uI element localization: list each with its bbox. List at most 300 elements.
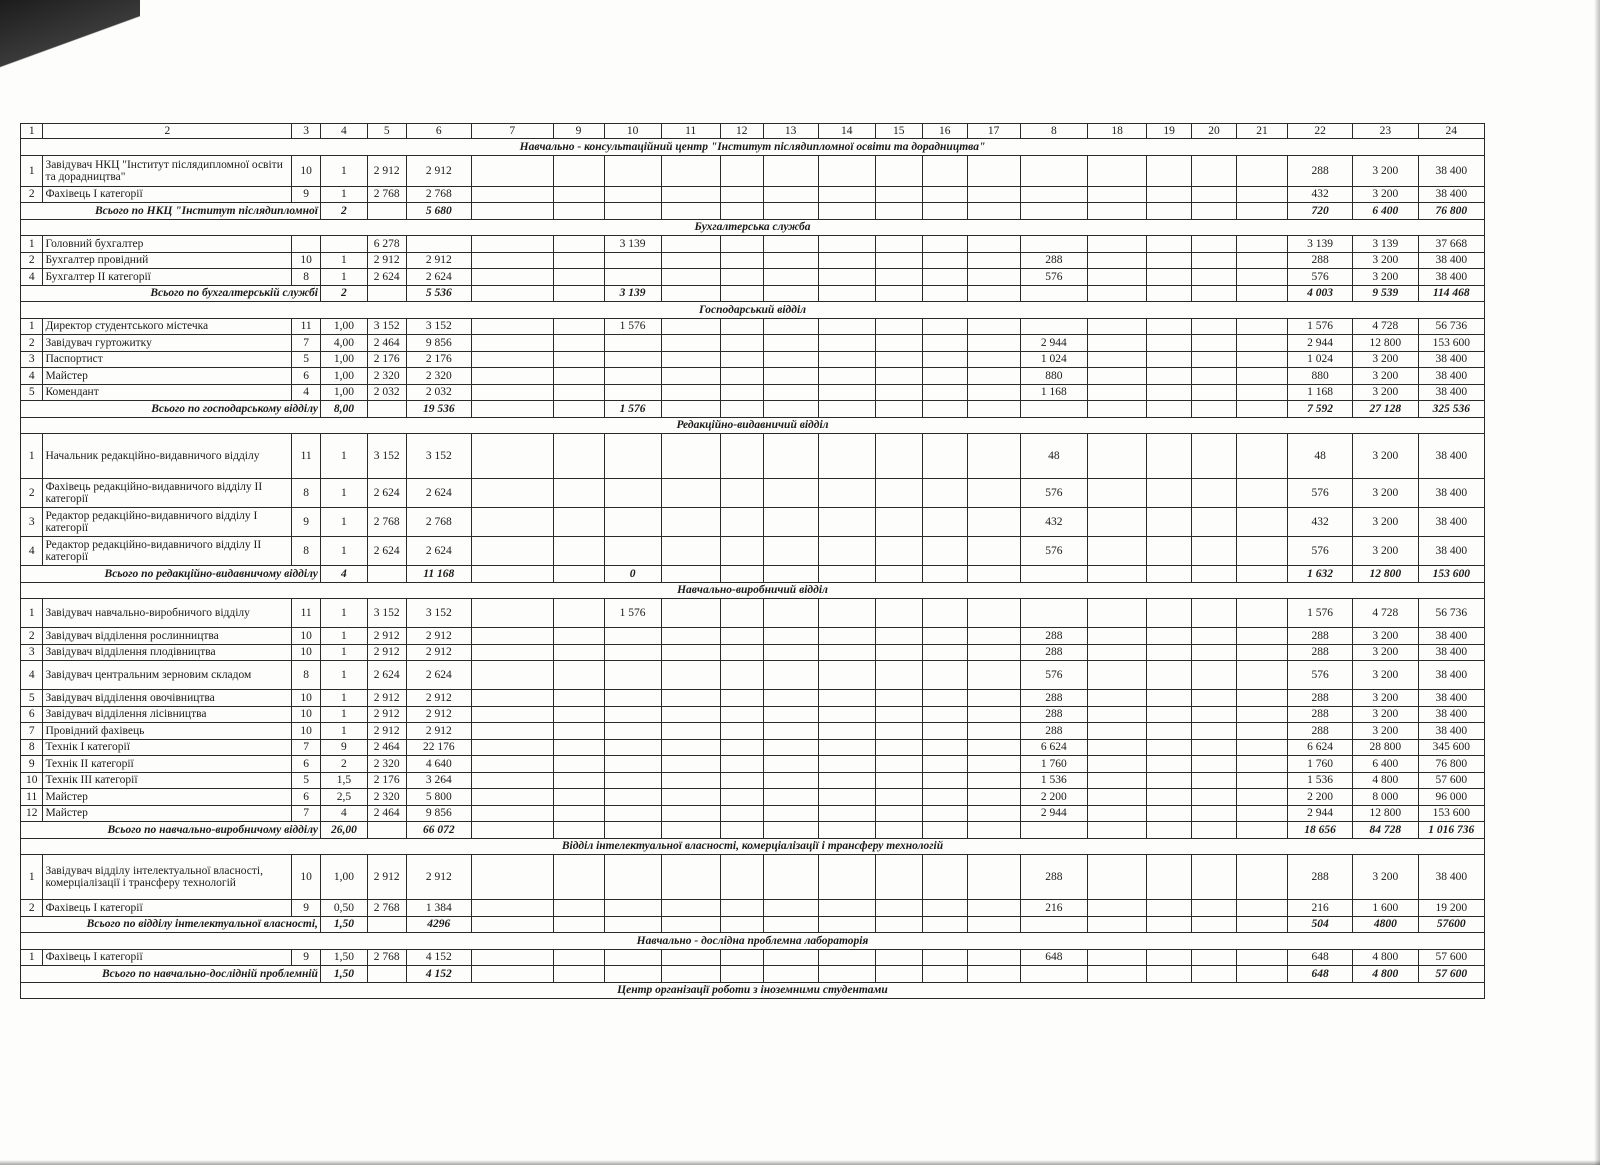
- total-value: 4800: [1353, 916, 1418, 933]
- value-cell: 2 624: [406, 661, 471, 690]
- column-number: 19: [1147, 124, 1192, 139]
- column-number: 8: [1020, 124, 1087, 139]
- value-cell: 2 200: [1287, 789, 1352, 806]
- value-cell: [1236, 706, 1287, 723]
- value-cell: [292, 236, 321, 253]
- value-cell: [553, 351, 604, 368]
- value-cell: [661, 269, 720, 286]
- value-cell: [818, 384, 875, 401]
- value-cell: 2 464: [367, 805, 406, 822]
- total-value: [922, 203, 967, 220]
- value-cell: [763, 723, 818, 740]
- total-value: [922, 566, 967, 583]
- position-name: Комендант: [43, 384, 292, 401]
- value-cell: [1236, 368, 1287, 385]
- value-cell: [1147, 661, 1192, 690]
- table-row: [21, 644, 1485, 661]
- value-cell: [875, 772, 922, 789]
- value-cell: [1020, 186, 1087, 203]
- value-cell: [553, 599, 604, 628]
- section-total-label: Всього по відділу інтелектуальної власності,: [21, 916, 321, 933]
- total-value: [875, 566, 922, 583]
- value-cell: 56 736: [1418, 599, 1485, 628]
- scan-right-edge: [1594, 0, 1600, 1165]
- value-cell: 8 000: [1353, 789, 1418, 806]
- value-cell: 1 600: [1353, 900, 1418, 917]
- section-total-label: Всього по навчально-дослідній проблемній: [21, 966, 321, 983]
- value-cell: [471, 855, 553, 900]
- value-cell: [1236, 479, 1287, 508]
- section-total-row: [21, 916, 1485, 933]
- total-value: [763, 566, 818, 583]
- position-name: Майстер: [43, 789, 292, 806]
- value-cell: 6 624: [1020, 739, 1087, 756]
- position-name: Технік І категорії: [43, 739, 292, 756]
- value-cell: 2 464: [367, 739, 406, 756]
- total-value: 57 600: [1418, 966, 1485, 983]
- value-cell: [471, 252, 553, 269]
- value-cell: [604, 661, 661, 690]
- value-cell: [1088, 661, 1147, 690]
- value-cell: [922, 434, 967, 479]
- value-cell: 7: [292, 335, 321, 352]
- value-cell: 3 200: [1353, 252, 1418, 269]
- value-cell: 4 728: [1353, 318, 1418, 335]
- position-name: Паспортист: [43, 351, 292, 368]
- column-number: 9: [553, 124, 604, 139]
- row-number: 2: [21, 479, 43, 508]
- table-row: [21, 155, 1485, 186]
- total-value: [553, 916, 604, 933]
- value-cell: 1 168: [1287, 384, 1352, 401]
- value-cell: [922, 269, 967, 286]
- value-cell: 38 400: [1418, 351, 1485, 368]
- value-cell: 3 200: [1353, 508, 1418, 537]
- value-cell: [553, 723, 604, 740]
- value-cell: 1,5: [320, 772, 367, 789]
- value-cell: [967, 644, 1020, 661]
- value-cell: 2 320: [367, 789, 406, 806]
- value-cell: 28 800: [1353, 739, 1418, 756]
- column-number: 3: [292, 124, 321, 139]
- value-cell: [922, 661, 967, 690]
- value-cell: [763, 661, 818, 690]
- value-cell: [604, 772, 661, 789]
- table-row: [21, 252, 1485, 269]
- value-cell: 2 912: [367, 690, 406, 707]
- value-cell: [818, 644, 875, 661]
- value-cell: [763, 706, 818, 723]
- value-cell: [967, 599, 1020, 628]
- value-cell: 4,00: [320, 335, 367, 352]
- total-value: 0: [604, 566, 661, 583]
- total-value: 325 536: [1418, 401, 1485, 418]
- value-cell: 2 768: [406, 186, 471, 203]
- total-value: [1192, 822, 1237, 839]
- value-cell: 4 800: [1353, 949, 1418, 966]
- total-value: 4296: [406, 916, 471, 933]
- value-cell: [1147, 479, 1192, 508]
- value-cell: 2 624: [367, 479, 406, 508]
- value-cell: [922, 690, 967, 707]
- value-cell: 1,00: [320, 384, 367, 401]
- value-cell: [604, 384, 661, 401]
- value-cell: 3 200: [1353, 706, 1418, 723]
- total-value: [720, 566, 763, 583]
- section-title-row: [21, 219, 1485, 236]
- value-cell: [967, 368, 1020, 385]
- value-cell: 56 736: [1418, 318, 1485, 335]
- value-cell: [922, 706, 967, 723]
- value-cell: 576: [1287, 661, 1352, 690]
- value-cell: [553, 661, 604, 690]
- total-value: [1020, 203, 1087, 220]
- value-cell: [661, 756, 720, 773]
- total-value: [553, 401, 604, 418]
- value-cell: [922, 384, 967, 401]
- total-value: [967, 203, 1020, 220]
- value-cell: [661, 772, 720, 789]
- value-cell: [1147, 644, 1192, 661]
- value-cell: [661, 236, 720, 253]
- position-name: Завідувач відділення овочівництва: [43, 690, 292, 707]
- value-cell: 1: [320, 537, 367, 566]
- value-cell: [967, 949, 1020, 966]
- value-cell: 2 912: [367, 855, 406, 900]
- value-cell: [922, 789, 967, 806]
- value-cell: 2 944: [1287, 335, 1352, 352]
- value-cell: [1147, 855, 1192, 900]
- value-cell: [763, 690, 818, 707]
- value-cell: [818, 269, 875, 286]
- value-cell: 2 912: [367, 706, 406, 723]
- value-cell: [1192, 318, 1237, 335]
- value-cell: [720, 384, 763, 401]
- value-cell: 6 624: [1287, 739, 1352, 756]
- value-cell: 3 200: [1353, 479, 1418, 508]
- position-name: Технік ІІІ категорії: [43, 772, 292, 789]
- value-cell: [922, 335, 967, 352]
- value-cell: [763, 772, 818, 789]
- value-cell: 3 200: [1353, 723, 1418, 740]
- value-cell: [967, 335, 1020, 352]
- value-cell: [875, 805, 922, 822]
- value-cell: 288: [1287, 628, 1352, 645]
- value-cell: [553, 690, 604, 707]
- total-value: [553, 566, 604, 583]
- value-cell: [604, 739, 661, 756]
- value-cell: 1: [320, 252, 367, 269]
- value-cell: [1147, 537, 1192, 566]
- value-cell: 1,00: [320, 368, 367, 385]
- value-cell: 38 400: [1418, 252, 1485, 269]
- value-cell: [818, 628, 875, 645]
- value-cell: 2,5: [320, 789, 367, 806]
- total-value: 11 168: [406, 566, 471, 583]
- value-cell: 216: [1287, 900, 1352, 917]
- value-cell: [922, 855, 967, 900]
- row-number: 7: [21, 723, 43, 740]
- value-cell: 288: [1020, 252, 1087, 269]
- total-value: [1020, 401, 1087, 418]
- value-cell: 2 912: [406, 706, 471, 723]
- total-value: [1088, 822, 1147, 839]
- value-cell: [1088, 690, 1147, 707]
- total-value: [1192, 203, 1237, 220]
- value-cell: 432: [1287, 186, 1352, 203]
- value-cell: 1 576: [1287, 599, 1352, 628]
- position-name: Головний бухгалтер: [43, 236, 292, 253]
- value-cell: [1147, 706, 1192, 723]
- value-cell: 3 200: [1353, 661, 1418, 690]
- value-cell: 288: [1287, 690, 1352, 707]
- value-cell: [553, 756, 604, 773]
- value-cell: [471, 789, 553, 806]
- value-cell: 38 400: [1418, 690, 1485, 707]
- table-row: [21, 661, 1485, 690]
- value-cell: [720, 479, 763, 508]
- value-cell: 12 800: [1353, 335, 1418, 352]
- staff-schedule-sheet: [20, 123, 1485, 999]
- value-cell: [604, 434, 661, 479]
- total-value: [922, 401, 967, 418]
- position-name: Завідувач навчально-виробничого відділу: [43, 599, 292, 628]
- value-cell: [720, 756, 763, 773]
- total-value: 4 152: [406, 966, 471, 983]
- value-cell: 576: [1020, 479, 1087, 508]
- value-cell: [1020, 236, 1087, 253]
- value-cell: [604, 789, 661, 806]
- value-cell: [875, 351, 922, 368]
- value-cell: 11: [292, 599, 321, 628]
- value-cell: [471, 599, 553, 628]
- table-row: [21, 599, 1485, 628]
- value-cell: [1236, 772, 1287, 789]
- total-value: [922, 285, 967, 302]
- value-cell: [720, 252, 763, 269]
- value-cell: [553, 186, 604, 203]
- value-cell: [818, 368, 875, 385]
- value-cell: [661, 351, 720, 368]
- section-title-row: [21, 582, 1485, 599]
- value-cell: 2 912: [367, 628, 406, 645]
- value-cell: [967, 855, 1020, 900]
- total-value: 84 728: [1353, 822, 1418, 839]
- total-value: [1236, 285, 1287, 302]
- value-cell: [471, 479, 553, 508]
- value-cell: [818, 351, 875, 368]
- value-cell: [553, 805, 604, 822]
- value-cell: 4: [320, 805, 367, 822]
- row-number: 2: [21, 186, 43, 203]
- value-cell: [1192, 900, 1237, 917]
- value-cell: 2 200: [1020, 789, 1087, 806]
- value-cell: [875, 269, 922, 286]
- total-value: [1020, 285, 1087, 302]
- total-value: [1147, 966, 1192, 983]
- row-number: 4: [21, 661, 43, 690]
- total-value: [720, 285, 763, 302]
- value-cell: 2: [320, 756, 367, 773]
- value-cell: [604, 690, 661, 707]
- total-value: [367, 285, 406, 302]
- total-value: 6 400: [1353, 203, 1418, 220]
- value-cell: [1147, 335, 1192, 352]
- value-cell: [661, 855, 720, 900]
- value-cell: [553, 739, 604, 756]
- value-cell: [720, 628, 763, 645]
- value-cell: [720, 434, 763, 479]
- value-cell: 576: [1020, 661, 1087, 690]
- value-cell: [763, 644, 818, 661]
- value-cell: [720, 508, 763, 537]
- value-cell: [875, 537, 922, 566]
- section-total-label: Всього по редакційно-видавничому відділу: [21, 566, 321, 583]
- value-cell: [553, 772, 604, 789]
- value-cell: [922, 351, 967, 368]
- value-cell: [818, 537, 875, 566]
- value-cell: 57 600: [1418, 772, 1485, 789]
- value-cell: 576: [1287, 537, 1352, 566]
- value-cell: 216: [1020, 900, 1087, 917]
- value-cell: 2 320: [367, 756, 406, 773]
- value-cell: [1192, 384, 1237, 401]
- position-name: Завідувач центральним зерновим складом: [43, 661, 292, 690]
- table-row: [21, 537, 1485, 566]
- section-total-label: Всього по навчально-виробничому відділу: [21, 822, 321, 839]
- value-cell: [875, 690, 922, 707]
- value-cell: [1236, 335, 1287, 352]
- value-cell: [604, 805, 661, 822]
- value-cell: [1147, 434, 1192, 479]
- value-cell: 1 024: [1287, 351, 1352, 368]
- value-cell: [661, 789, 720, 806]
- table-row: [21, 318, 1485, 335]
- row-number: 5: [21, 384, 43, 401]
- total-value: [604, 203, 661, 220]
- value-cell: 1,50: [320, 949, 367, 966]
- total-value: [367, 203, 406, 220]
- total-value: [875, 916, 922, 933]
- value-cell: [818, 155, 875, 186]
- value-cell: 10: [292, 628, 321, 645]
- total-value: 1,50: [320, 916, 367, 933]
- total-value: [471, 285, 553, 302]
- value-cell: [661, 628, 720, 645]
- total-value: [1088, 203, 1147, 220]
- value-cell: [1236, 723, 1287, 740]
- section-title: Відділ інтелектуальної власності, комерціалізації і трансферу технологій: [21, 838, 1485, 855]
- total-value: [1020, 916, 1087, 933]
- value-cell: [604, 628, 661, 645]
- value-cell: [875, 739, 922, 756]
- value-cell: [922, 252, 967, 269]
- total-value: 3 139: [604, 285, 661, 302]
- table-row: [21, 706, 1485, 723]
- value-cell: [818, 789, 875, 806]
- total-value: [661, 401, 720, 418]
- value-cell: [1236, 690, 1287, 707]
- value-cell: [875, 155, 922, 186]
- value-cell: [1192, 186, 1237, 203]
- value-cell: 432: [1020, 508, 1087, 537]
- value-cell: [604, 155, 661, 186]
- total-value: [471, 401, 553, 418]
- value-cell: [818, 252, 875, 269]
- row-number: 4: [21, 537, 43, 566]
- value-cell: [720, 186, 763, 203]
- value-cell: [967, 351, 1020, 368]
- value-cell: [471, 434, 553, 479]
- row-number: 9: [21, 756, 43, 773]
- value-cell: 1 760: [1020, 756, 1087, 773]
- value-cell: [922, 644, 967, 661]
- section-title-row: [21, 139, 1485, 156]
- value-cell: 1,00: [320, 351, 367, 368]
- staff-schedule-table: [20, 123, 1485, 999]
- value-cell: [763, 384, 818, 401]
- value-cell: 3 139: [1287, 236, 1352, 253]
- row-number: 1: [21, 236, 43, 253]
- value-cell: 22 176: [406, 739, 471, 756]
- total-value: 19 536: [406, 401, 471, 418]
- value-cell: 3 200: [1353, 351, 1418, 368]
- total-value: [922, 916, 967, 933]
- total-value: [720, 916, 763, 933]
- value-cell: [967, 756, 1020, 773]
- value-cell: [553, 508, 604, 537]
- value-cell: [1088, 384, 1147, 401]
- value-cell: 1 576: [604, 599, 661, 628]
- value-cell: [661, 434, 720, 479]
- value-cell: [763, 479, 818, 508]
- column-number: 16: [922, 124, 967, 139]
- value-cell: [967, 789, 1020, 806]
- value-cell: [471, 155, 553, 186]
- total-value: [763, 285, 818, 302]
- value-cell: [553, 384, 604, 401]
- total-value: [967, 285, 1020, 302]
- value-cell: [471, 949, 553, 966]
- value-cell: [471, 186, 553, 203]
- value-cell: [763, 756, 818, 773]
- value-cell: [471, 690, 553, 707]
- value-cell: [661, 537, 720, 566]
- total-value: [1236, 916, 1287, 933]
- value-cell: [604, 723, 661, 740]
- value-cell: 576: [1287, 479, 1352, 508]
- table-body: [21, 124, 1485, 999]
- value-cell: 38 400: [1418, 706, 1485, 723]
- value-cell: [967, 186, 1020, 203]
- value-cell: [320, 236, 367, 253]
- value-cell: [1147, 318, 1192, 335]
- value-cell: 576: [1287, 269, 1352, 286]
- value-cell: [763, 855, 818, 900]
- row-number: 1: [21, 855, 43, 900]
- table-row: [21, 186, 1485, 203]
- total-value: 8,00: [320, 401, 367, 418]
- value-cell: [661, 479, 720, 508]
- value-cell: [818, 236, 875, 253]
- total-value: [922, 822, 967, 839]
- total-value: [1192, 285, 1237, 302]
- value-cell: 1: [320, 434, 367, 479]
- value-cell: [818, 706, 875, 723]
- value-cell: 2 944: [1020, 335, 1087, 352]
- value-cell: [1147, 756, 1192, 773]
- position-name: Фахівець І категорії: [43, 900, 292, 917]
